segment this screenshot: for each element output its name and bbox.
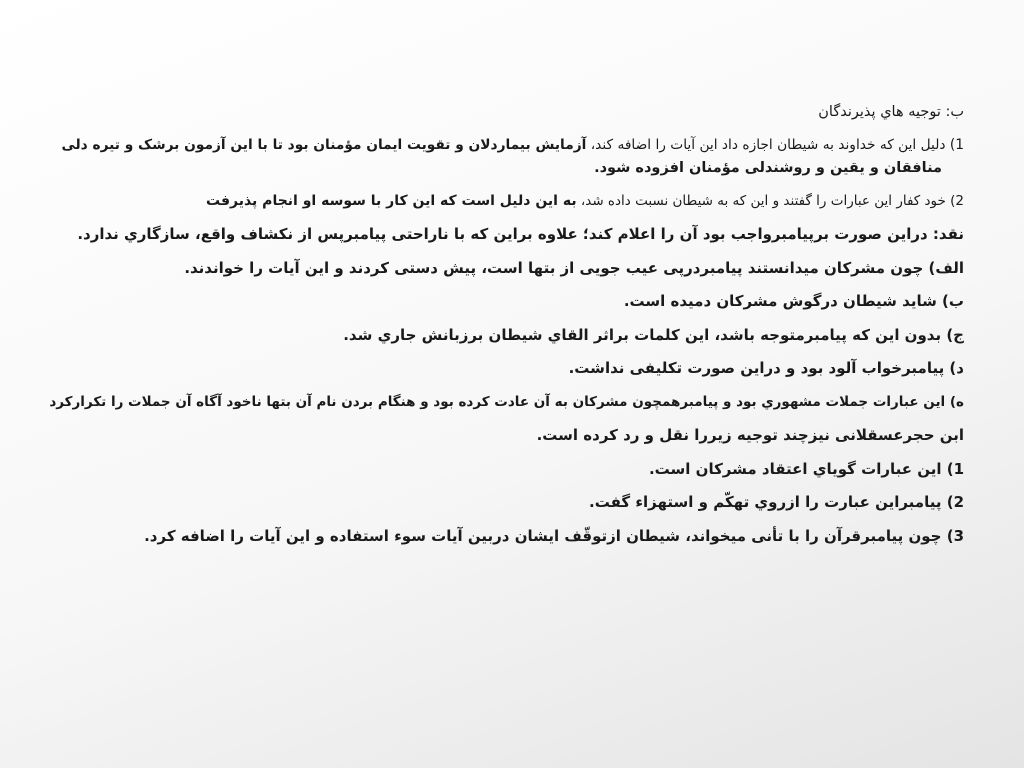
list-item-he: ه) این عبارات جملات مشهوري بود و پیامبرهمچون مشرکان به آن عادت کرده بود و هنگام بردن نام آن بتها ناخود آگاه آن جملات را تکرارکرد bbox=[49, 393, 964, 410]
paragraph-1-continuation: منافقان و یقین و روشندلی مؤمنان افزوده شود. bbox=[594, 160, 942, 176]
paragraph-2-normal: 2) خود کفار این عبارات را گفتند و این که به شیطان نسبت داده شد، bbox=[580, 193, 964, 209]
list-item-jim: ج) بدون این که پیامبرمتوجه باشد، این کلمات براثر القاي شیطان برزبانش جاري شد. bbox=[343, 325, 964, 344]
numbered-item-1: 1) این عبارات گویاي اعتقاد مشرکان است. bbox=[648, 459, 964, 478]
paragraph-1-normal: 1) دلیل این که خداوند به شیطان اجازه داد این آیات را اضافه کند، bbox=[590, 137, 964, 153]
list-item-be: ب) شاید شیطان درگوش مشرکان دمیده است. bbox=[623, 292, 964, 310]
ibn-hajar-intro: ابن حجرعسقلانی نیزچند توجیه زیررا نقل و رد کرده است. bbox=[536, 426, 964, 444]
list-item-alef: الف) چون مشرکان میدانستند پیامبردرپی عیب جویی از بتها است، پیش دستی کردند و این آیات را خواندند. bbox=[184, 258, 964, 277]
paragraph-2 bbox=[40, 190, 964, 213]
section-heading: ب: توجیه هاي پذیرندگان bbox=[818, 104, 964, 120]
list-item-dal: د) پیامبرخواب آلود بود و دراین صورت تکلیفی نداشت. bbox=[568, 359, 964, 377]
slide-text-body bbox=[40, 101, 964, 558]
critique-line: نقد: دراین صورت برپیامبرواجب بود آن را اعلام کند؛ علاوه براین که با ناراحتی پیامبرپس از نکشاف واقع، سازگاري ندارد. bbox=[77, 225, 964, 243]
paragraph-1 bbox=[40, 134, 964, 157]
numbered-item-2: 2) پیامبراین عبارت را ازروي تهکّم و استهزاء گفت. bbox=[589, 493, 964, 511]
paragraph-2-bold: به این دلیل است که این کار با سوسه او انجام پذیرفت bbox=[206, 193, 577, 209]
paragraph-1-bold: آزمایش بیماردلان و تقویت ایمان مؤمنان بود تا با این آزمون برشک و تیره دلی bbox=[61, 137, 587, 153]
numbered-item-3: 3) چون پیامبرقرآن را با تأنی میخواند، شیطان ازتوقّف ایشان دربین آیات سوء استفاده و این آیات را اضافه کرد. bbox=[144, 526, 964, 545]
